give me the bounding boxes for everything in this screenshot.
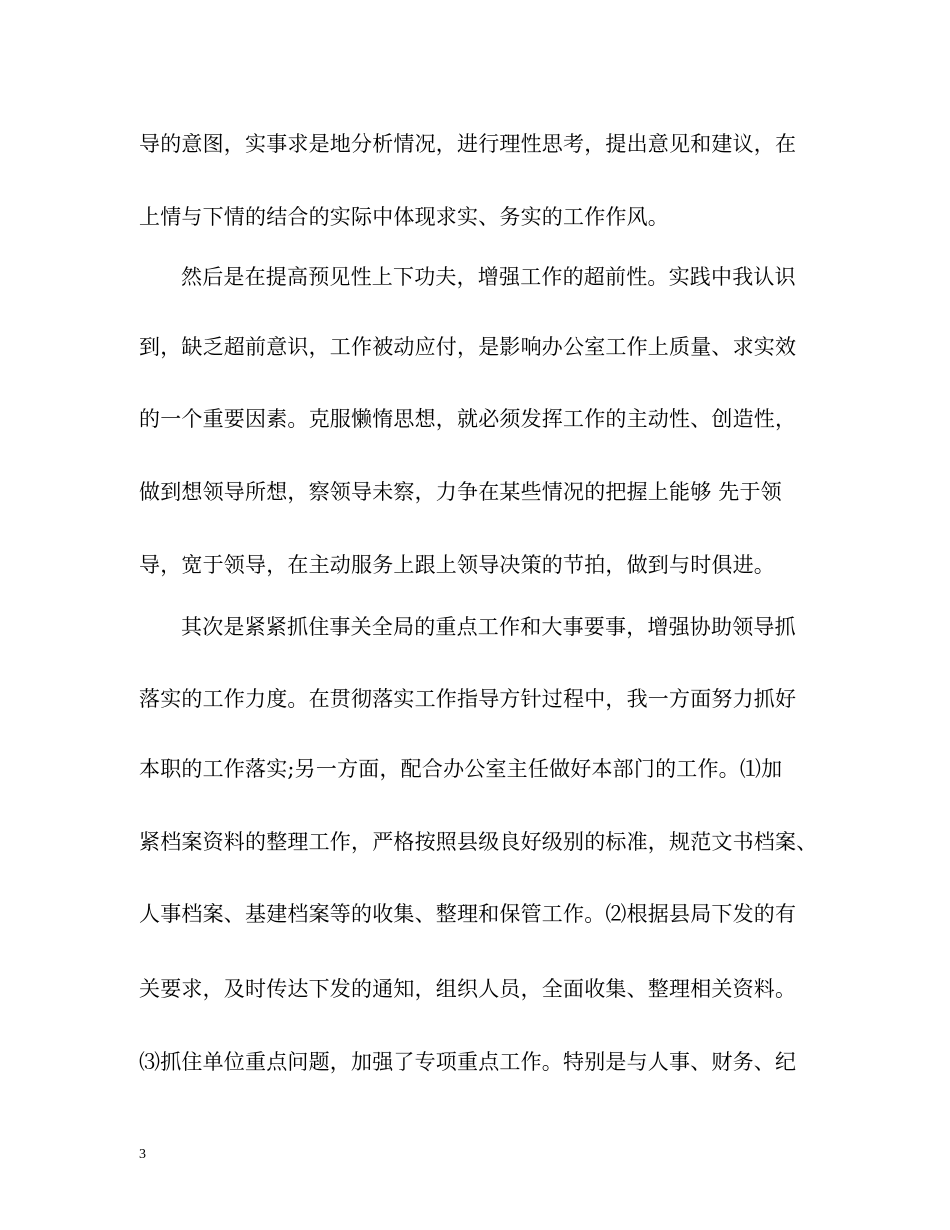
text-line-1: 导的意图，实事求是地分析情况，进行理性思考，提出意见和建议，在 (139, 132, 797, 156)
text-line-5: 的一个重要因素。克服懒惰思想，就必须发挥工作的主动性、创造性， (139, 407, 797, 431)
text-line-13: 关要求，及时传达下发的通知，组织人员，全面收集、整理相关资料。 (139, 977, 797, 1001)
text-line-11: 紧档案资料的整理工作，严格按照县级良好级别的标准，规范文书档案、 (139, 830, 818, 854)
text-line-8: 其次是紧紧抓住事关全局的重点工作和大事要事，增强协助领导抓 (181, 615, 796, 639)
text-line-14: ⑶抓住单位重点问题，加强了专项重点工作。特别是与人事、财务、纪 (139, 1050, 797, 1074)
text-line-9: 落实的工作力度。在贯彻落实工作指导方针过程中，我一方面努力抓好 (139, 687, 797, 711)
text-line-6: 做到想领导所想，察领导未察，力争在某些情况的把握上能够 先于领 (139, 480, 782, 504)
text-line-4: 到，缺乏超前意识，工作被动应付，是影响办公室工作上质量、求实效 (139, 335, 797, 359)
text-line-3: 然后是在提高预见性上下功夫，增强工作的超前性。实践中我认识 (181, 265, 796, 289)
page-number: 3 (139, 1147, 146, 1162)
text-line-12: 人事档案、基建档案等的收集、整理和保管工作。⑵根据县局下发的有 (139, 902, 797, 926)
text-line-2: 上情与下情的结合的实际中体现求实、务实的工作作风。 (139, 205, 669, 229)
text-line-10: 本职的工作落实;另一方面，配合办公室主任做好本部门的工作。⑴加 (139, 757, 783, 781)
text-line-7: 导，宽于领导，在主动服务上跟上领导决策的节拍，做到与时俱进。 (139, 553, 775, 577)
